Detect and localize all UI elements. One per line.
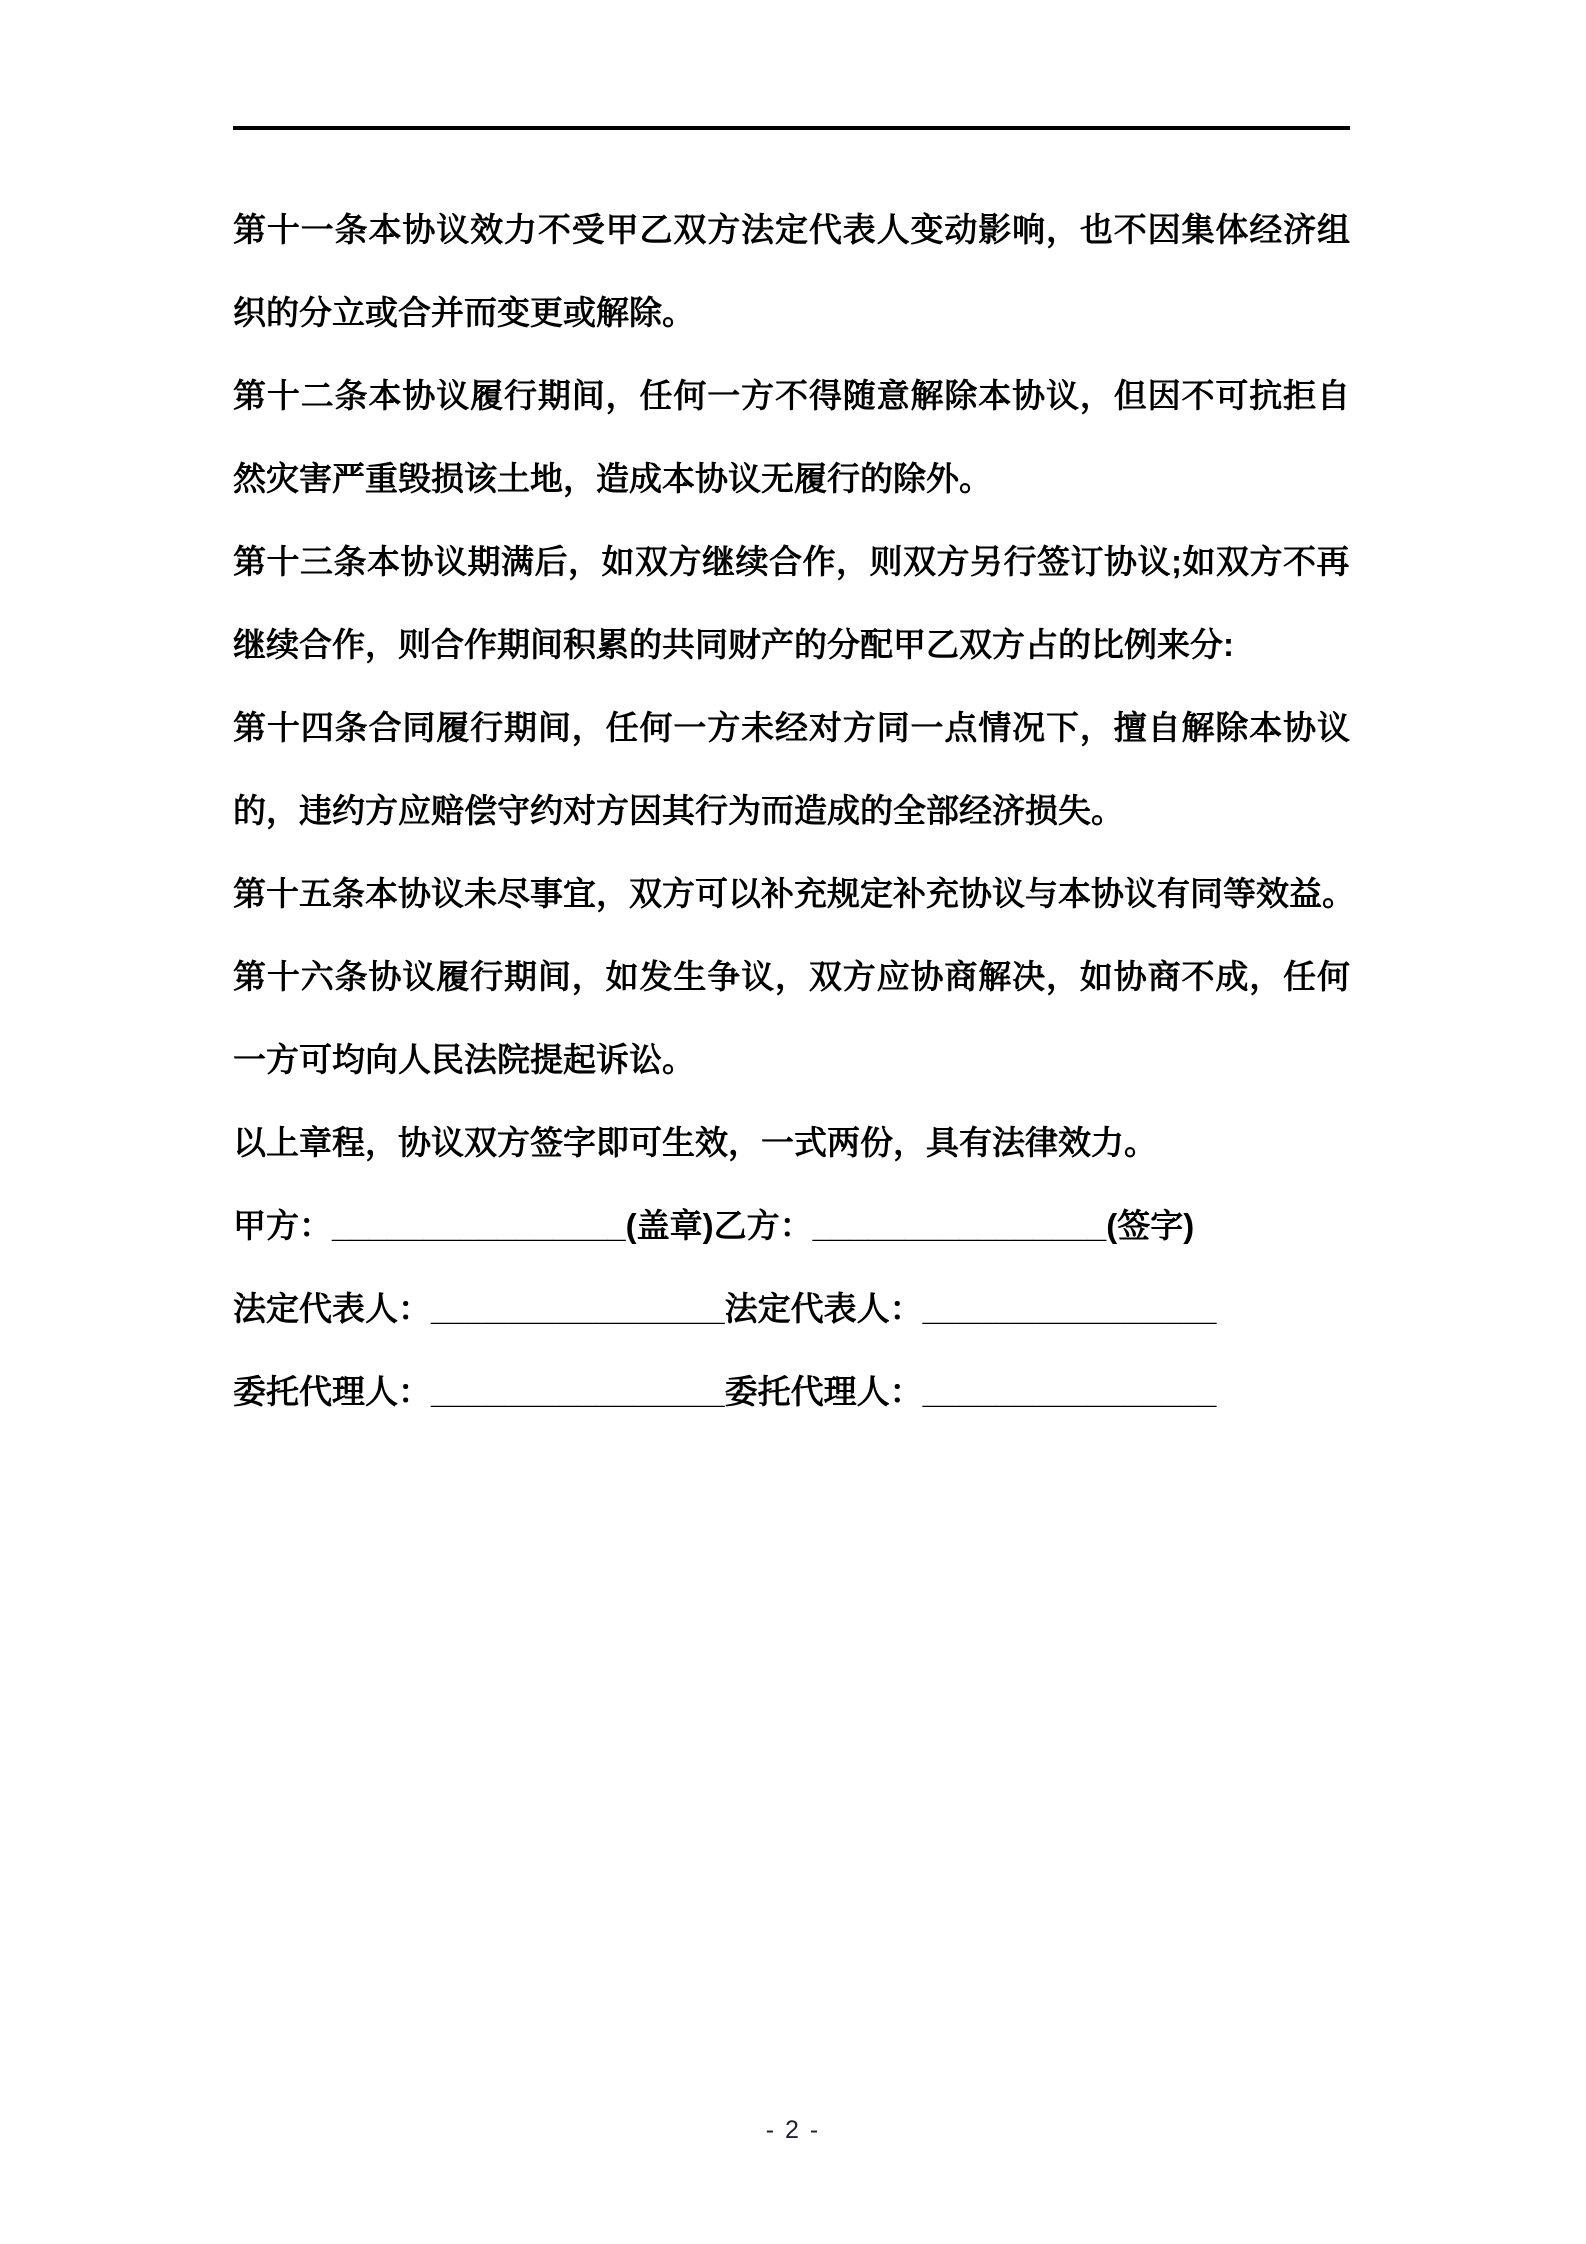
clause-16-line-1 xyxy=(233,935,1350,1018)
char: 抗 xyxy=(1249,377,1283,414)
char: 不 xyxy=(1283,543,1316,580)
char: 法 xyxy=(741,211,775,248)
char: 条 xyxy=(334,958,368,995)
char: 方 xyxy=(1249,543,1283,580)
char: 协 xyxy=(1012,377,1046,414)
char: 商 xyxy=(1147,958,1181,995)
char: 双 xyxy=(808,958,842,995)
char: 第 xyxy=(233,875,266,912)
char: 等 xyxy=(1223,875,1256,912)
clause-12-line-2: 然灾害严重毁损该土地，造成本协议无履行的除外。 xyxy=(233,460,992,497)
char: 自 xyxy=(1147,709,1181,746)
char: 本 xyxy=(365,875,398,912)
char: 影 xyxy=(978,211,1012,248)
clause-15-line-1 xyxy=(233,852,1355,935)
char: 同 xyxy=(876,709,910,746)
char: 不 xyxy=(1181,377,1215,414)
char: 方 xyxy=(842,958,876,995)
char: 履 xyxy=(470,377,504,414)
char: 议 xyxy=(402,958,436,995)
char: 条 xyxy=(332,875,365,912)
clause-14-line-1 xyxy=(233,686,1350,769)
char: 代 xyxy=(808,211,842,248)
char: 不 xyxy=(1113,211,1147,248)
char: 本 xyxy=(368,211,402,248)
char: 甲 xyxy=(605,211,639,248)
char: 十 xyxy=(266,958,300,995)
char: 争 xyxy=(707,958,741,995)
char: 协 xyxy=(1091,875,1124,912)
page-content xyxy=(233,0,1355,1433)
char: 除 xyxy=(944,377,978,414)
char: 期 xyxy=(504,709,537,746)
char: 方 xyxy=(707,709,741,746)
char: 本 xyxy=(368,377,402,414)
char: 力 xyxy=(504,211,537,248)
char: 未 xyxy=(464,875,497,912)
char: 间 xyxy=(537,709,571,746)
char: 议 xyxy=(436,377,470,414)
char: 体 xyxy=(1215,211,1249,248)
char: 益 xyxy=(1289,875,1322,912)
clause-16-line-2: 一方可均向人民法院提起诉讼。 xyxy=(233,1041,695,1078)
char: ， xyxy=(571,709,605,746)
char: 定 xyxy=(860,875,893,912)
char: 商 xyxy=(944,958,978,995)
char: 拒 xyxy=(1283,377,1317,414)
char: 情 xyxy=(978,709,1012,746)
char: ; xyxy=(1171,543,1182,580)
char: ， xyxy=(1079,709,1113,746)
char: 响 xyxy=(1012,211,1046,248)
char: 任 xyxy=(639,377,673,414)
char: 协 xyxy=(402,211,436,248)
char: 十 xyxy=(266,709,300,746)
char: 任 xyxy=(1283,958,1317,995)
char: 补 xyxy=(893,875,926,912)
char: 三 xyxy=(300,543,333,580)
char: 条 xyxy=(334,377,368,414)
char: ， xyxy=(1046,211,1079,248)
char: 不 xyxy=(1181,958,1215,995)
char: 合 xyxy=(368,709,402,746)
char: 议 xyxy=(436,211,470,248)
closing-statement-line: 以上章程，协议双方签字即可生效，一式两份，具有法律效力。 xyxy=(233,1124,1157,1161)
char: 对 xyxy=(808,709,842,746)
char: 双 xyxy=(903,543,936,580)
char: 议 xyxy=(1317,709,1350,746)
char: 组 xyxy=(1317,211,1350,248)
char: 期 xyxy=(537,377,571,414)
char: 乙 xyxy=(639,211,673,248)
char: 后 xyxy=(534,543,568,580)
char: 期 xyxy=(504,958,537,995)
char: 协 xyxy=(368,958,402,995)
char: 订 xyxy=(1070,543,1104,580)
char: 十 xyxy=(266,377,300,414)
header-rule xyxy=(233,126,1350,130)
char: 议 xyxy=(1137,543,1171,580)
char: 满 xyxy=(501,543,534,580)
char: 议 xyxy=(741,958,775,995)
char: 条 xyxy=(333,543,367,580)
char: 况 xyxy=(1012,709,1046,746)
signature-agent-line: 委托代理人：________________委托代理人：________________ xyxy=(233,1373,1217,1410)
char: 协 xyxy=(1104,543,1137,580)
char: 随 xyxy=(842,377,876,414)
char: 但 xyxy=(1113,377,1147,414)
char: 下 xyxy=(1046,709,1079,746)
signature-representative-line: 法定代表人：________________法定代表人：________________ xyxy=(233,1290,1217,1327)
char: ， xyxy=(568,543,601,580)
char: 自 xyxy=(1317,377,1350,414)
char: 间 xyxy=(537,958,571,995)
char: 意 xyxy=(876,377,910,414)
char: 合 xyxy=(769,543,802,580)
char: 五 xyxy=(299,875,332,912)
char: 定 xyxy=(775,211,808,248)
char: 履 xyxy=(436,709,470,746)
char: ， xyxy=(775,958,808,995)
char: 十 xyxy=(266,211,300,248)
char: 协 xyxy=(1113,958,1147,995)
char: 规 xyxy=(827,875,860,912)
char: 双 xyxy=(635,543,668,580)
char: 变 xyxy=(910,211,944,248)
char: 本 xyxy=(1058,875,1091,912)
char: 成 xyxy=(1215,958,1249,995)
char: 一 xyxy=(673,709,707,746)
char: 协 xyxy=(400,543,434,580)
char: 协 xyxy=(959,875,992,912)
char: 双 xyxy=(1216,543,1249,580)
char: 与 xyxy=(1025,875,1058,912)
char: 行 xyxy=(504,377,537,414)
char: 可 xyxy=(695,875,728,912)
char: 行 xyxy=(1003,543,1037,580)
char: 点 xyxy=(944,709,978,746)
char: 第 xyxy=(233,958,266,995)
clause-13-line-2: 继续合作，则合作期间积累的共同财产的分配甲乙双方占的比例来分: xyxy=(233,626,1234,663)
char: 议 xyxy=(1124,875,1157,912)
page-number: - 2 - xyxy=(765,2116,821,2144)
char: 有 xyxy=(1157,875,1190,912)
char: 同 xyxy=(402,709,436,746)
char: 第 xyxy=(233,377,266,414)
char: 方 xyxy=(662,875,695,912)
char: 议 xyxy=(434,543,467,580)
char: 可 xyxy=(1215,377,1249,414)
char: 如 xyxy=(601,543,635,580)
char: ， xyxy=(571,958,605,995)
char: 另 xyxy=(970,543,1003,580)
char: 何 xyxy=(1317,958,1350,995)
char: 方 xyxy=(936,543,970,580)
char: 解 xyxy=(1181,709,1215,746)
char: 一 xyxy=(910,709,944,746)
clause-12-line-1 xyxy=(233,354,1350,437)
char: 集 xyxy=(1181,211,1215,248)
char: 何 xyxy=(673,377,707,414)
char: 任 xyxy=(605,709,639,746)
char: 履 xyxy=(436,958,470,995)
char: 如 xyxy=(605,958,639,995)
char: 人 xyxy=(876,211,910,248)
char: 生 xyxy=(673,958,707,995)
char: 协 xyxy=(910,958,944,995)
char: 协 xyxy=(398,875,431,912)
char: 决 xyxy=(1012,958,1046,995)
char: ， xyxy=(596,875,629,912)
char: 应 xyxy=(876,958,910,995)
char: 效 xyxy=(1256,875,1289,912)
char: 第 xyxy=(233,709,266,746)
char: 解 xyxy=(910,377,944,414)
char: ， xyxy=(1046,958,1079,995)
char: 一 xyxy=(300,211,334,248)
char: 因 xyxy=(1147,377,1181,414)
char: 何 xyxy=(639,709,673,746)
char: 动 xyxy=(944,211,978,248)
clause-14-line-2: 的，违约方应赔偿守约对方因其行为而造成的全部经济损失。 xyxy=(233,792,1124,829)
document-body xyxy=(233,188,1355,1433)
char: 事 xyxy=(530,875,563,912)
char: 因 xyxy=(1147,211,1181,248)
char: ， xyxy=(605,377,639,414)
char: 得 xyxy=(808,377,842,414)
char: 充 xyxy=(794,875,827,912)
char: 本 xyxy=(367,543,400,580)
char: 一 xyxy=(707,377,741,414)
char: 签 xyxy=(1037,543,1070,580)
char: 行 xyxy=(470,709,504,746)
char: 方 xyxy=(741,377,775,414)
char: 间 xyxy=(571,377,605,414)
char: 协 xyxy=(402,377,436,414)
char: 议 xyxy=(431,875,464,912)
char: 二 xyxy=(300,377,334,414)
char: 补 xyxy=(761,875,794,912)
clause-11-line-2: 织的分立或合并而变更或解除。 xyxy=(233,294,695,331)
char: ， xyxy=(836,543,869,580)
char: 继 xyxy=(702,543,735,580)
char: 十 xyxy=(266,543,300,580)
char: 作 xyxy=(802,543,836,580)
char: 擅 xyxy=(1113,709,1147,746)
char: 表 xyxy=(842,211,876,248)
char: 双 xyxy=(629,875,662,912)
char: 充 xyxy=(926,875,959,912)
char: 如 xyxy=(1182,543,1216,580)
char: 条 xyxy=(334,709,368,746)
clause-13-line-1 xyxy=(233,520,1350,603)
char: ， xyxy=(1249,958,1283,995)
char: 协 xyxy=(1283,709,1317,746)
char: 本 xyxy=(1249,709,1283,746)
char: 方 xyxy=(842,709,876,746)
char: 六 xyxy=(300,958,334,995)
char: 双 xyxy=(673,211,707,248)
char: 第 xyxy=(233,543,266,580)
char: 解 xyxy=(978,958,1012,995)
char: 受 xyxy=(571,211,605,248)
char: 四 xyxy=(300,709,334,746)
char: 以 xyxy=(728,875,761,912)
char: 条 xyxy=(334,211,368,248)
char: 十 xyxy=(266,875,299,912)
char: 如 xyxy=(1079,958,1113,995)
char: 济 xyxy=(1283,211,1317,248)
char: 宜 xyxy=(563,875,596,912)
char: 则 xyxy=(869,543,903,580)
signature-party-line: 甲方：________________(盖章)乙方：________________(签字) xyxy=(233,1207,1195,1244)
char: 除 xyxy=(1215,709,1249,746)
char: 续 xyxy=(735,543,769,580)
char: 经 xyxy=(1249,211,1283,248)
char: 第 xyxy=(233,211,266,248)
clause-11-line-1 xyxy=(233,188,1350,271)
char: 也 xyxy=(1079,211,1113,248)
char: 期 xyxy=(467,543,501,580)
char: 效 xyxy=(470,211,504,248)
char: 议 xyxy=(1046,377,1079,414)
char: 。 xyxy=(1322,875,1355,912)
char: 未 xyxy=(741,709,775,746)
char: 不 xyxy=(537,211,571,248)
char: 方 xyxy=(668,543,702,580)
char: 本 xyxy=(978,377,1012,414)
char: 议 xyxy=(992,875,1025,912)
char: 同 xyxy=(1190,875,1223,912)
char: 行 xyxy=(470,958,504,995)
char: 方 xyxy=(707,211,741,248)
char: ， xyxy=(1079,377,1113,414)
char: 经 xyxy=(775,709,808,746)
char: 不 xyxy=(775,377,808,414)
char: 发 xyxy=(639,958,673,995)
char: 尽 xyxy=(497,875,530,912)
char: 再 xyxy=(1316,543,1350,580)
